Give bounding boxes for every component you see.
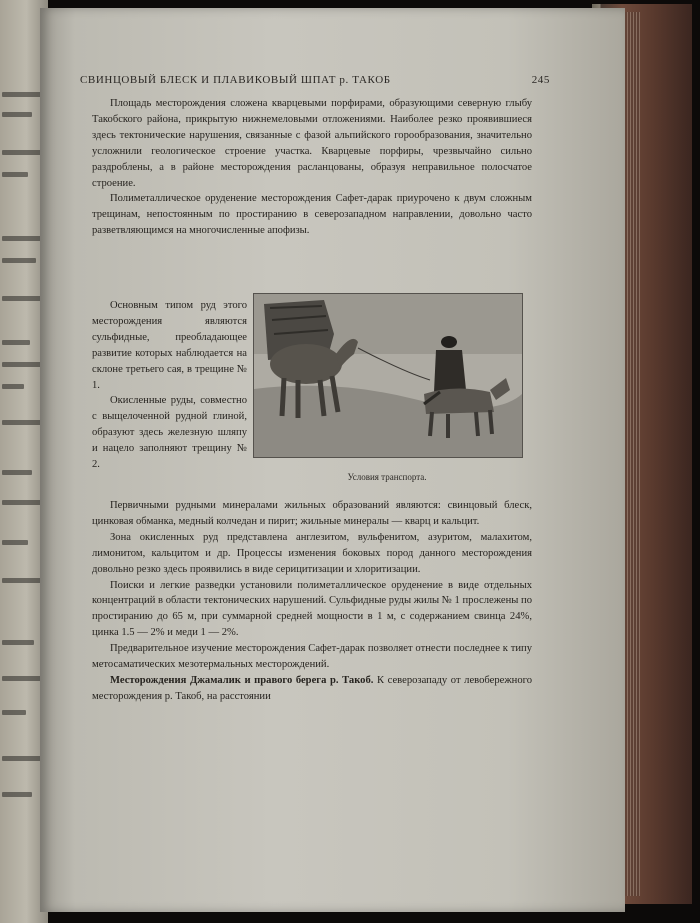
side-text-block — [92, 298, 247, 473]
paragraph: Предварительное изучение месторождения Сафет-дарак позволяет отнести последнее к типу метосаматических мезотермальных месторождений. — [92, 643, 532, 671]
paragraph: Основным типом руд этого месторождения являются сульфидные, преобладающее развитие которых наблюдается на склоне третьего сая, в трещине № 1. — [92, 300, 247, 391]
top-text-block — [92, 96, 532, 239]
paragraph — [92, 673, 532, 705]
camel-and-donkey-illustration — [254, 294, 522, 457]
paragraph: Окисленные руды, совместно с выщелоченной рудной глиной, образуют здесь железную шляпу и нацело заполняют трещину № 2. — [92, 395, 247, 471]
bottom-text-block — [92, 498, 532, 705]
paragraph: Площадь месторождения сложена кварцевыми порфирами, образующими северную глыбу Такобского района, прикрытую нижнемеловыми отложениями. Наиболее резко проявившиеся здесь тектонические нарушения, связанные с фазой альпийского горообразования, значительно усложнили геологическое строение участка. Кварцевые порфиры, чрезвычайно сильно раздроблены, а в районе месторождения расланцованы, образуя неправильное полосчатое строение. — [92, 98, 532, 189]
running-header — [80, 74, 550, 86]
figure-caption: Условия транспорта. — [347, 472, 427, 482]
paragraph-text: К северозападу от левобережного месторождения р. Такоб, на расстоянии — [92, 674, 532, 702]
page-number: 245 — [531, 74, 550, 86]
running-title: СВИНЦОВЫЙ БЛЕСК И ПЛАВИКОВЫЙ ШПАТ р. ТАКОБ — [80, 74, 391, 86]
paragraph: Поиски и легкие разведки установили полиметаллическое оруденение в виде отдельных концентраций в области тектонических нарушений. Сульфидные руды жилы № 1 прослежены по простиранию до 65 м, при суммарной средней мощности в 1 м, с содержанием свинца 24%, цинка 1.5 — 2% и меди 1 — 2%. — [92, 579, 532, 639]
section-heading: Месторождения Джамалик и правого берега р. Такоб. — [110, 674, 374, 686]
paragraph: Полиметаллическое оруденение месторождения Сафет-дарак приурочено к двум сложным трещинам, непостоянным по простиранию в северозападном направлении, довольно часто разветвляющимся на многочисленные апофизы. — [92, 193, 532, 237]
transport-photo — [253, 293, 523, 458]
paragraph: Зона окисленных руд представлена англезитом, вульфенитом, азуритом, малахитом, лимонитом, кальцитом и др. Процессы изменения боковых пород данного месторождения довольно резко здесь проявились в виде серицитизации и хлоритизации. — [92, 531, 532, 575]
paragraph: Первичными рудными минералами жильных образований являются: свинцовый блеск, цинковая обманка, медный колчедан и пирит; жильные минералы — кварц и кальцит. — [92, 500, 532, 527]
